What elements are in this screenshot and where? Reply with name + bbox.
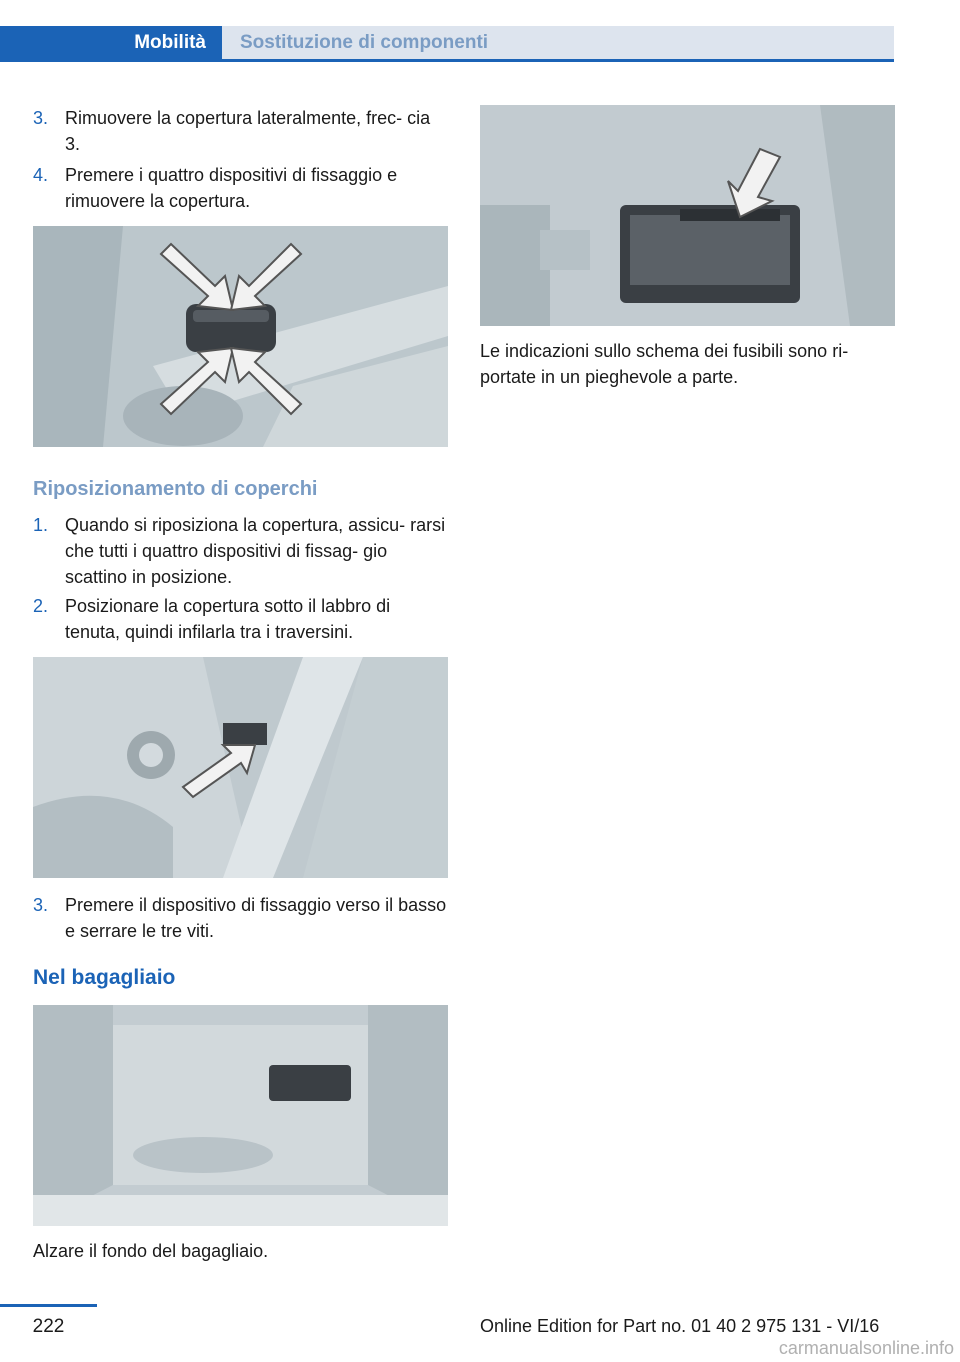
- photo-cover-fasteners: [33, 226, 448, 447]
- trunk-instruction: Alzare il fondo del bagagliaio.: [33, 1241, 269, 1261]
- heading-riposizionamento: Riposizionamento di coperchi: [33, 478, 318, 500]
- step-2-position: [33, 593, 448, 645]
- photo-seal-lip: [33, 657, 448, 878]
- photo-fuse-box: [480, 105, 895, 326]
- step-number: 3.: [33, 108, 49, 128]
- fuse-chart-note: Le indicazioni sullo schema dei fusibili sono ri‐ portate in un pieghevole a parte.: [480, 341, 849, 387]
- step-1-reposition: [33, 512, 448, 590]
- edition-note: Online Edition for Part no. 01 40 2 975 131 - VI/16: [480, 1316, 880, 1336]
- step-text: Premere il dispositivo di fissaggio verso il basso e serrare le tre viti.: [65, 895, 447, 941]
- page-number: 222: [32, 1316, 65, 1337]
- step-text: Quando si riposiziona la copertura, assicu‐ rarsi che tutti i quattro dispositivi di fissag‐ gio scattino in posizione.: [65, 515, 446, 587]
- page-number-rule: [0, 1304, 97, 1307]
- step-3-lateral: [33, 105, 448, 157]
- section-tab-sostituzione: Sostituzione di componenti: [222, 26, 894, 59]
- watermark: carmanualsonline.info: [778, 1338, 954, 1358]
- step-number: 4.: [33, 165, 49, 185]
- step-text: Posizionare la copertura sotto il labbro di tenuta, quindi infilarla tra i traversini.: [65, 596, 391, 642]
- photo-trunk: [33, 1005, 448, 1226]
- step-number: 3.: [33, 895, 49, 915]
- section-tab-mobilita: Mobilità: [0, 26, 222, 59]
- step-text: Premere i quattro dispositivi di fissaggio e rimuovere la copertura.: [65, 165, 398, 211]
- step-3-press: [33, 892, 448, 944]
- step-4-remove: [33, 162, 448, 214]
- header-rule: [0, 59, 894, 62]
- step-number: 1.: [33, 515, 49, 535]
- step-text: Rimuovere la copertura lateralmente, frec‐ cia 3.: [65, 108, 431, 154]
- step-number: 2.: [33, 596, 49, 616]
- heading-nel-bagagliaio: Nel bagagliaio: [33, 966, 176, 989]
- page-header: [0, 0, 960, 62]
